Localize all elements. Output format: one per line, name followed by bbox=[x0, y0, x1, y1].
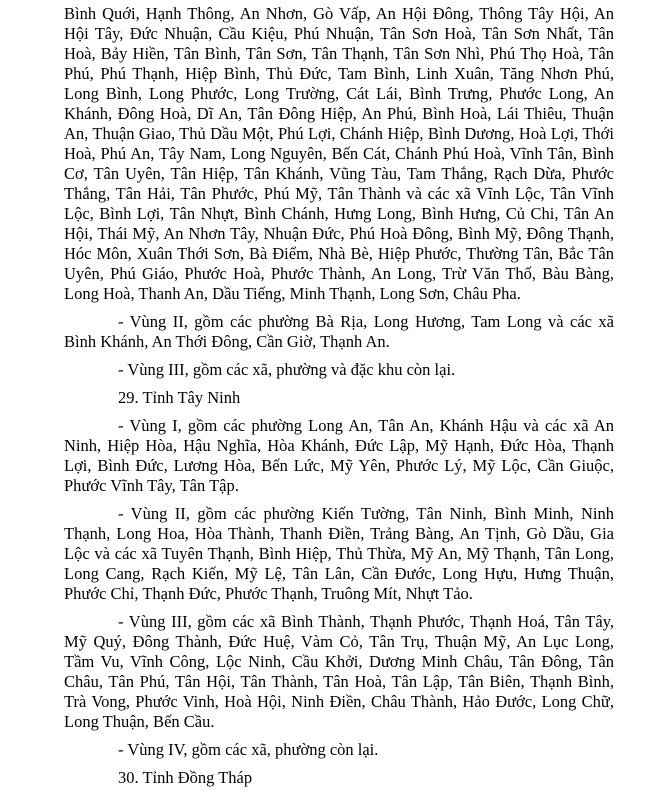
heading-province-29-tay-ninh: 29. Tỉnh Tây Ninh bbox=[118, 388, 241, 407]
heading-province-30-dong-thap: 30. Tỉnh Đồng Tháp bbox=[118, 768, 253, 787]
document-text-block bbox=[64, 4, 614, 788]
paragraph-tay-ninh-vung-1: - Vùng I, gồm các phường Long An, Tân An, Khánh Hậu và các xã An Ninh, Hiệp Hòa, Hậu Nghĩa, Hòa Khánh, Đức Lập, Mỹ Hạnh, Đức Hòa, Thạnh Lợi, Bình Đức, Lương Hòa, Bến Lức, Mỹ Yên, Phước Lý, Mỹ Lộc, Cần Giuộc, Phước Vĩnh Tây, Tân Tập. bbox=[64, 416, 614, 495]
paragraph-ward-list-continuation: Bình Quới, Hạnh Thông, An Nhơn, Gò Vấp, An Hội Đông, Thông Tây Hội, An Hội Tây, Đức Nhuận, Cầu Kiệu, Phú Nhuận, Tân Sơn Hoà, Tân Sơn Nhất, Tân Hoà, Bảy Hiền, Tân Bình, Tân Sơn, Tân Thạnh, Tân Sơn Nhì, Phú Thọ Hoà, Tân Phú, Phú Thạnh, Hiệp Bình, Thủ Đức, Tam Bình, Linh Xuân, Tăng Nhơn Phú, Long Bình, Long Phước, Long Trường, Cát Lái, Bình Trưng, Phước Long, An Khánh, Đông Hoà, Dĩ An, Tân Đông Hiệp, An Phú, Bình Hoà, Lái Thiêu, Thuận An, Thuận Giao, Thủ Dầu Một, Phú Lợi, Chánh Hiệp, Bình Dương, Hoà Lợi, Thới Hoà, Phú An, Tây Nam, Long Nguyên, Bến Cát, Chánh Phú Hoà, Vĩnh Tân, Bình Cơ, Tân Uyên, Tân Hiệp, Tân Khánh, Vũng Tàu, Tam Thắng, Rạch Dừa, Phước Thắng, Tân Hải, Tân Phước, Phú Mỹ, Tân Thành và các xã Vĩnh Lộc, Tân Vĩnh Lộc, Bình Lợi, Tân Nhựt, Bình Chánh, Hưng Long, Bình Hưng, Củ Chi, Tân An Hội, Thái Mỹ, An Nhơn Tây, Nhuận Đức, Phú Hoà Đông, Bình Mỹ, Đông Thạnh, Hóc Môn, Xuân Thới Sơn, Bà Điểm, Nhà Bè, Hiệp Phước, Thường Tân, Bắc Tân Uyên, Phú Giáo, Phước Hoà, Phước Thành, An Long, Trừ Văn Thố, Bàu Bàng, Long Hoà, Thanh An, Dầu Tiếng, Minh Thạnh, Long Sơn, Châu Pha. bbox=[64, 4, 614, 303]
paragraph-tay-ninh-vung-4: - Vùng IV, gồm các xã, phường còn lại. bbox=[118, 740, 379, 759]
paragraph-vung-2-list: - Vùng II, gồm các phường Bà Rịa, Long Hương, Tam Long và các xã Bình Khánh, An Thới Đông, Cần Giờ, Thạnh An. bbox=[64, 312, 614, 351]
paragraph-tay-ninh-vung-2: - Vùng II, gồm các phường Kiến Tường, Tân Ninh, Bình Minh, Ninh Thạnh, Long Hoa, Hòa Thành, Thanh Điền, Trảng Bàng, An Tịnh, Gò Dầu, Gia Lộc và các xã Tuyên Thạnh, Bình Hiệp, Thủ Thừa, Mỹ An, Mỹ Thạnh, Tân Long, Long Cang, Rạch Kiến, Mỹ Lệ, Tân Lân, Cần Đước, Long Hựu, Hưng Thuận, Phước Chỉ, Thạnh Đức, Phước Thạnh, Truông Mít, Nhựt Tảo. bbox=[64, 504, 614, 603]
paragraph-tay-ninh-vung-3: - Vùng III, gồm các xã Bình Thành, Thạnh Phước, Thạnh Hoá, Tân Tây, Mỹ Quý, Đông Thành, Đức Huệ, Vàm Cỏ, Tân Trụ, Thuận Mỹ, An Lục Long, Tầm Vu, Vĩnh Công, Lộc Ninh, Cầu Khởi, Dương Minh Châu, Tân Đông, Tân Châu, Tân Phú, Tân Hội, Tân Thành, Tân Hoà, Tân Lập, Tân Biên, Thạnh Bình, Trà Vong, Phước Vinh, Hoà Hội, Ninh Điền, Châu Thành, Hảo Đước, Long Chữ, Long Thuận, Bến Cầu. bbox=[64, 612, 614, 731]
paragraph-vung-3-remainder: - Vùng III, gồm các xã, phường và đặc khu còn lại. bbox=[118, 360, 456, 379]
